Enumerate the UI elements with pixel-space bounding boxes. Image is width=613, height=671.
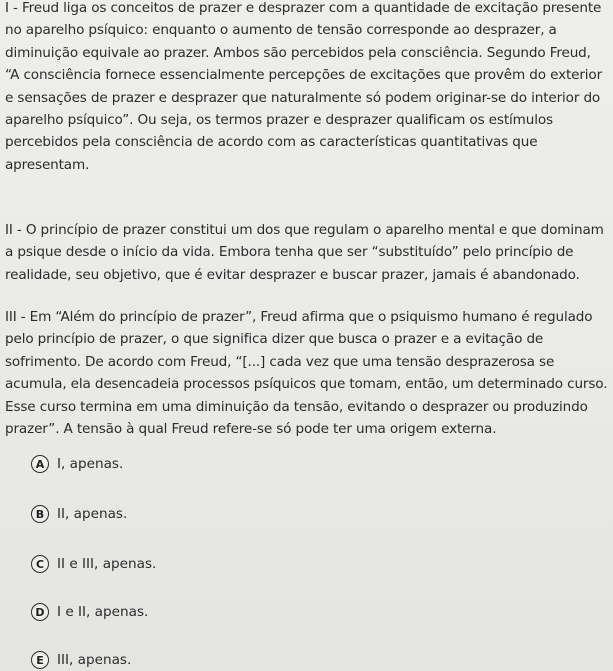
statement-ii: II - O princípio de prazer constitui um dos que regulam o aparelho mental e que dominam a psique desde o início da vida. Embora tenha que ser “substituído” pelo princípio de realidade, seu objetivo, que é evitar desprazer e buscar prazer, jamais é abandonado. — [5, 222, 604, 283]
option-d-letter[interactable]: D — [31, 603, 49, 621]
option-b[interactable] — [31, 503, 127, 525]
option-e-letter[interactable]: E — [31, 651, 49, 669]
option-c-text: II e III, apenas. — [57, 556, 157, 572]
option-e-text: III, apenas. — [57, 652, 132, 668]
option-a-text: I, apenas. — [57, 456, 124, 472]
statement-iii: III - Em “Além do princípio de prazer”, Freud afirma que o psiquismo humano é regulado pelo princípio de prazer, o que significa dizer que busca o prazer e a evitação de sofrimento. De acordo com Freud, “[...] cada vez que uma tensão desprazerosa se acumula, ela desencadeia processos psíquicos que tomam, então, um determinado curso. Esse curso termina em uma diminuição da tensão, evitando o desprazer ou produzindo prazer”. A tensão à qual Freud refere-se só pode ter uma origem externa. — [5, 309, 608, 438]
option-b-text: II, apenas. — [57, 506, 128, 522]
statement-i: I - Freud liga os conceitos de prazer e desprazer com a quantidade de excitação presente no aparelho psíquico: enquanto o aumento de tensão corresponde ao desprazer, a diminuição equivale ao prazer. Ambos são percebidos pela consciência. Segundo Freud, “A consciência fornece essencialmente percepções de excitações que provêm do exterior e sensações de prazer e desprazer que naturalmente só podem originar-se do interior do aparelho psíquico”. Ou seja, os termos prazer e desprazer qualificam os estímulos percebidos pela consciência de acordo com as características quantitativas que apresentam. — [5, 0, 603, 173]
option-d-text: I e II, apenas. — [57, 604, 149, 620]
option-d[interactable] — [31, 601, 148, 623]
option-a[interactable] — [31, 453, 123, 475]
option-e[interactable] — [31, 649, 131, 671]
option-c-letter[interactable]: C — [31, 555, 49, 573]
option-a-letter[interactable]: A — [31, 455, 49, 473]
option-b-letter[interactable]: B — [31, 505, 49, 523]
option-c[interactable] — [31, 553, 156, 575]
